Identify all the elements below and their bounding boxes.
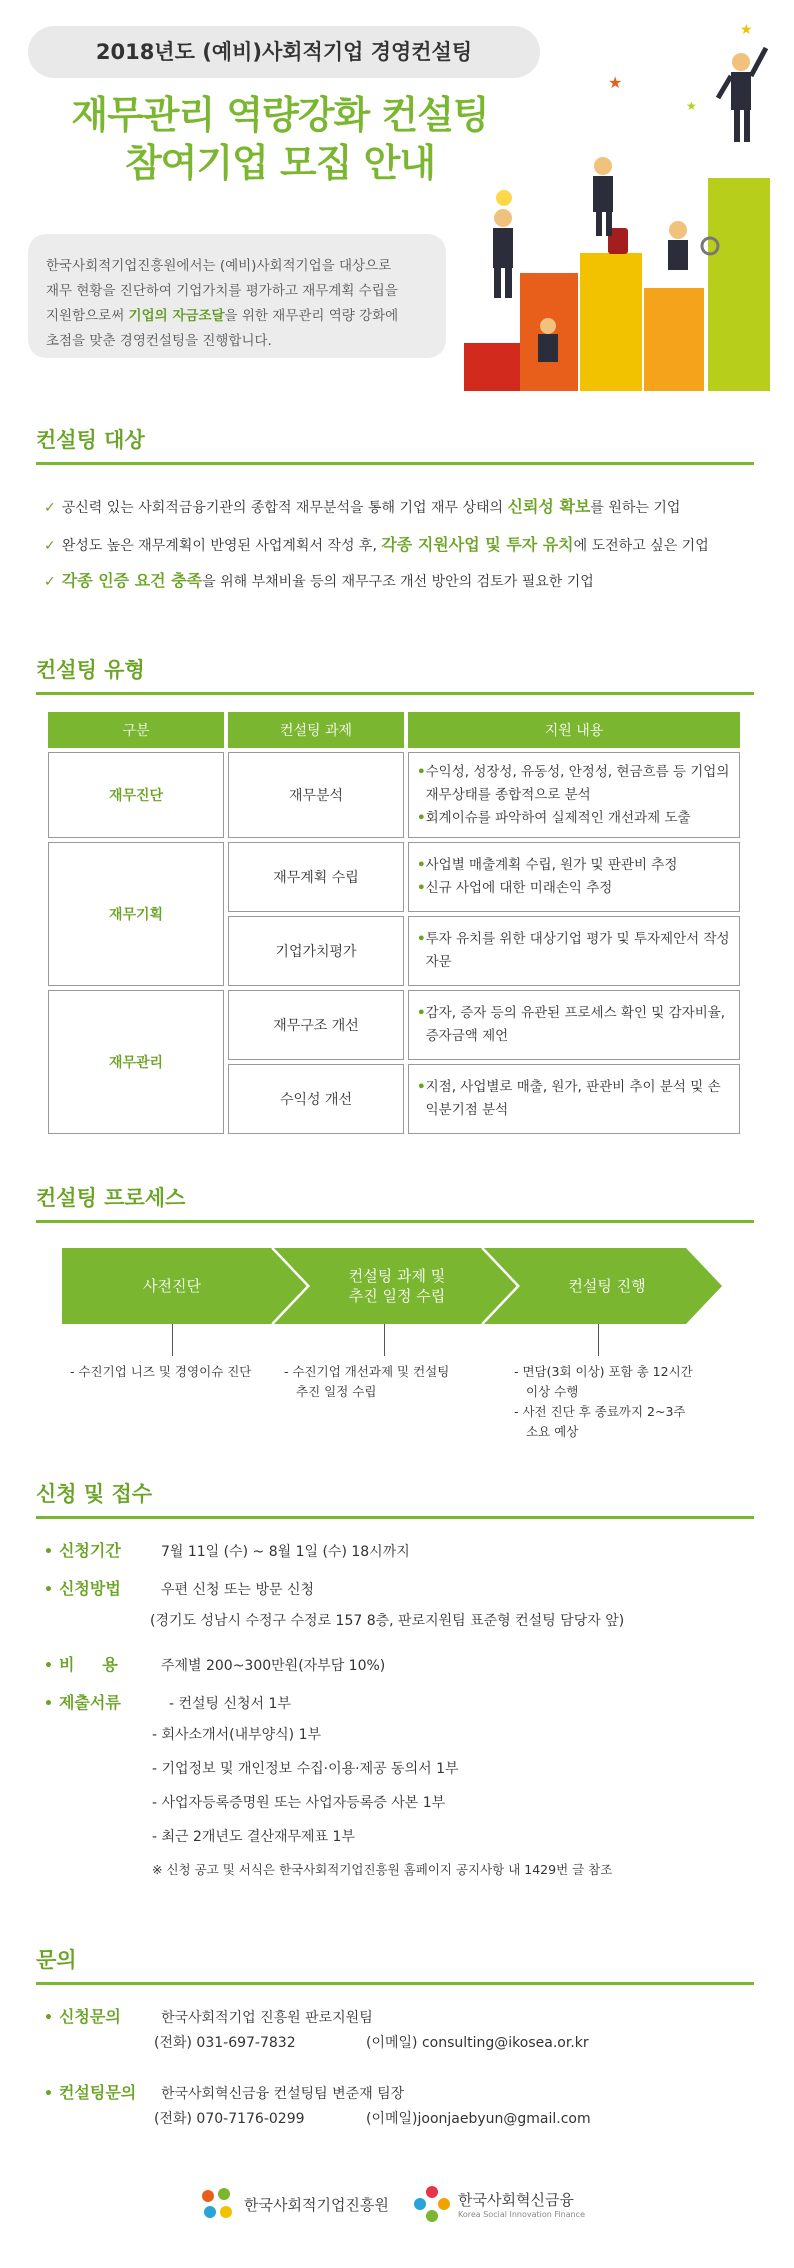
target-item-3	[44, 568, 594, 591]
table-detail-cell: • 지점, 사업별로 매출, 원가, 판관비 추이 분석 및 손익분기점 분석	[408, 1064, 740, 1134]
target-item-2	[44, 532, 709, 555]
check-icon: ✓	[44, 500, 56, 516]
intro-line3-c: 을 위한 재무관리 역량 강화에	[224, 308, 399, 324]
apply-method-label: 신청방법	[58, 1579, 121, 1598]
detail-text: 수익성, 성장성, 유동성, 안정성, 현금흐름 등 기업의 재무상태를 종합적으로 분석	[425, 763, 730, 803]
contact-apply-email: (이메일) consulting@ikosea.or.kr	[366, 2035, 589, 2051]
detail-text: 지점, 사업별로 매출, 원가, 판관비 추이 분석 및 손익분기점 분석	[425, 1079, 721, 1118]
kosea-logo-icon	[198, 2186, 238, 2222]
page-title-line1: 재무관리 역량강화 컨설팅	[71, 93, 489, 137]
consulting-type-table	[44, 708, 744, 1138]
section-heading-target: 컨설팅 대상	[36, 424, 754, 465]
target-item-2-highlight: 각종 지원사업 및 투자 유치	[381, 535, 574, 554]
section-heading-process: 컨설팅 프로세스	[36, 1182, 754, 1223]
target-item-1-highlight: 신뢰성 확보	[507, 497, 591, 516]
svg-text:★: ★	[740, 22, 753, 38]
process-note-2-line2: 추진 일정 수립	[296, 1384, 377, 1399]
apply-docs-row: • 제출서류 - 컨설팅 신청서 1부	[44, 1690, 291, 1713]
table-group-management: 재무관리	[48, 990, 224, 1134]
footer-logo-kosea-text: 한국사회적기업진흥원	[244, 2195, 389, 2214]
table-detail-cell: • 수익성, 성장성, 유동성, 안정성, 현금흐름 등 기업의 재무상태를 종합적으로 분석 • 회계이슈를 파악하여 실제적인 개선과제 도출	[408, 752, 740, 838]
apply-method-address: (경기도 성남시 수정구 수정로 157 8층, 판로지원팀 표준형 컨설팅 담당자 앞)	[150, 1613, 625, 1629]
svg-text:★: ★	[608, 73, 623, 92]
process-step-1: 사전진단	[143, 1277, 201, 1295]
contact-consult-label: 컨설팅문의	[58, 2083, 137, 2102]
section-heading-types: 컨설팅 유형	[36, 654, 754, 695]
check-icon: ✓	[44, 574, 56, 590]
target-item-2-text-a: 완성도 높은 재무계획이 반영된 사업계획서 작성 후,	[61, 538, 382, 554]
contact-apply-tel: (전화) 031-697-7832	[154, 2035, 296, 2051]
header-badge: 2018년도 (예비)사회적기업 경영컨설팅	[28, 26, 540, 78]
check-icon: ✓	[44, 538, 56, 554]
contact-apply-org: 한국사회적기업 진흥원 판로지원팀	[160, 2010, 373, 2026]
apply-period-value: 7월 11일 (수) ~ 8월 1일 (수) 18시까지	[160, 1544, 410, 1560]
target-item-3-text-b: 을 위해 부채비율 등의 재무구조 개선 방안의 검토가 필요한 기업	[202, 574, 594, 590]
apply-period-label: 신청기간	[58, 1541, 121, 1560]
table-task-structure: 재무구조 개선	[228, 990, 404, 1060]
process-note-3-line3: - 사전 진단 후 종료까지 2~3주	[514, 1404, 686, 1419]
process-flow	[62, 1248, 722, 1324]
contact-consult-tel: (전화) 070-7176-0299	[154, 2111, 305, 2127]
svg-text:★: ★	[686, 99, 697, 113]
intro-line3-a: 지원함으로써	[46, 308, 129, 324]
table-task-valuation: 기업가치평가	[228, 916, 404, 986]
section-heading-contact: 문의	[36, 1944, 754, 1985]
table-detail-cell: • 투자 유치를 위한 대상기업 평가 및 투자제안서 작성 자문	[408, 916, 740, 986]
footer-logo-ksif-subtext: Korea Social Innovation Finance	[458, 2210, 585, 2219]
process-note-3-line2: 이상 수행	[526, 1384, 579, 1399]
process-note-3-line1: - 면담(3회 이상) 포함 총 12시간	[514, 1364, 693, 1379]
contact-apply-row: • 신청문의 한국사회적기업 진흥원 판로지원팀	[44, 2004, 373, 2027]
process-note-3	[514, 1362, 693, 1442]
apply-cost-row: • 비 용 주제별 200~300만원(자부담 10%)	[44, 1652, 385, 1675]
detail-text: 사업별 매출계획 수립, 원가 및 판관비 추정	[425, 857, 678, 873]
footer-logo-kosea	[198, 2186, 389, 2222]
apply-method-row: • 신청방법 우편 신청 또는 방문 신청	[44, 1576, 314, 1599]
target-item-1-text-a: 공신력 있는 사회적금융기관의 종합적 재무분석을 통해 기업 재무 상태의	[61, 500, 508, 516]
apply-doc-5: - 최근 2개년도 결산재무제표 1부	[152, 1829, 355, 1845]
intro-line4: 초점을 맞춘 경영컨설팅을 진행합니다.	[46, 333, 272, 349]
process-note-2-line1: - 수진기업 개선과제 및 컨설팅	[284, 1364, 450, 1379]
process-step-2-line1: 컨설팅 과제 및	[348, 1267, 446, 1285]
process-step-3: 컨설팅 진행	[568, 1277, 646, 1295]
table-detail-cell: • 사업별 매출계획 수립, 원가 및 판관비 추정 • 신규 사업에 대한 미래손익 추정	[408, 842, 740, 912]
table-group-planning: 재무기획	[48, 842, 224, 986]
business-people-illustration	[448, 18, 778, 398]
table-task-financial-analysis: 재무분석	[228, 752, 404, 838]
target-item-1-text-c: 를 원하는 기업	[590, 500, 681, 516]
ksif-logo-icon	[412, 2184, 452, 2224]
table-header-support: 지원 내용	[408, 712, 740, 748]
process-note-3-line4: 소요 예상	[526, 1424, 579, 1439]
detail-text: 회계이슈를 파악하여 실제적인 개선과제 도출	[425, 809, 691, 826]
table-header-category: 구분	[48, 712, 224, 748]
table-group-diagnosis: 재무진단	[48, 752, 224, 838]
process-connector	[598, 1324, 599, 1356]
apply-method-value: 우편 신청 또는 방문 신청	[160, 1582, 314, 1598]
intro-line3	[46, 304, 428, 329]
apply-doc-4: - 사업자등록증명원 또는 사업자등록증 사본 1부	[152, 1795, 446, 1811]
table-detail-cell: • 감자, 증자 등의 유관된 프로세스 확인 및 감자비율, 증자금액 제언	[408, 990, 740, 1060]
footer-logo-ksif	[412, 2184, 585, 2224]
contact-consult-row: • 컨설팅문의 한국사회혁신금융 컨설팅팀 변준재 팀장	[44, 2080, 404, 2103]
table-header-task: 컨설팅 과제	[228, 712, 404, 748]
apply-period-row: • 신청기간 7월 11일 (수) ~ 8월 1일 (수) 18시까지	[44, 1538, 410, 1561]
intro-highlight: 기업의 자금조달	[128, 308, 225, 324]
apply-cost-value: 주제별 200~300만원(자부담 10%)	[160, 1658, 386, 1674]
table-task-financial-plan: 재무계획 수립	[228, 842, 404, 912]
process-step-2-line2: 추진 일정 수립	[348, 1287, 446, 1305]
apply-doc-1: - 컨설팅 신청서 1부	[168, 1696, 291, 1712]
section-heading-apply: 신청 및 접수	[36, 1478, 754, 1519]
apply-doc-2: - 회사소개서(내부양식) 1부	[152, 1727, 322, 1743]
table-task-profitability: 수익성 개선	[228, 1064, 404, 1134]
process-note-1: - 수진기업 니즈 및 경영이슈 진단	[70, 1364, 252, 1379]
intro-line2: 재무 현황을 진단하여 기업가치를 평가하고 재무계획 수립을	[46, 283, 398, 299]
process-connector	[384, 1324, 385, 1356]
apply-cost-label: 비 용	[58, 1655, 118, 1674]
detail-text: 신규 사업에 대한 미래손익 추정	[425, 880, 613, 896]
intro-line1: 한국사회적기업진흥원에서는 (예비)사회적기업을 대상으로	[46, 258, 392, 274]
target-item-2-text-c: 에 도전하고 싶은 기업	[573, 538, 709, 554]
intro-box	[28, 234, 446, 358]
contact-consult-org: 한국사회혁신금융 컨설팅팀 변준재 팀장	[160, 2086, 405, 2102]
detail-text: 감자, 증자 등의 유관된 프로세스 확인 및 감자비율, 증자금액 제언	[425, 1005, 726, 1044]
contact-apply-label: 신청문의	[58, 2007, 121, 2026]
process-step-2	[292, 1248, 502, 1324]
apply-doc-3: - 기업정보 및 개인정보 수집·이용·제공 동의서 1부	[152, 1761, 459, 1777]
detail-text: 투자 유치를 위한 대상기업 평가 및 투자제안서 작성 자문	[425, 931, 730, 970]
process-connector	[172, 1324, 173, 1356]
apply-docs-label: 제출서류	[58, 1693, 121, 1712]
page-title-line2: 참여기업 모집 안내	[124, 141, 436, 185]
footer-logo-ksif-text: 한국사회혁신금융	[458, 2191, 574, 2209]
apply-note: ※ 신청 공고 및 서식은 한국사회적기업진흥원 홈페이지 공지사항 내 1429번 글 참조	[152, 1862, 613, 1877]
process-note-2	[284, 1362, 449, 1402]
target-item-3-highlight: 각종 인증 요건 충족	[61, 571, 203, 590]
contact-consult-email: (이메일)joonjaebyun@gmail.com	[366, 2111, 591, 2127]
target-item-1	[44, 494, 680, 517]
